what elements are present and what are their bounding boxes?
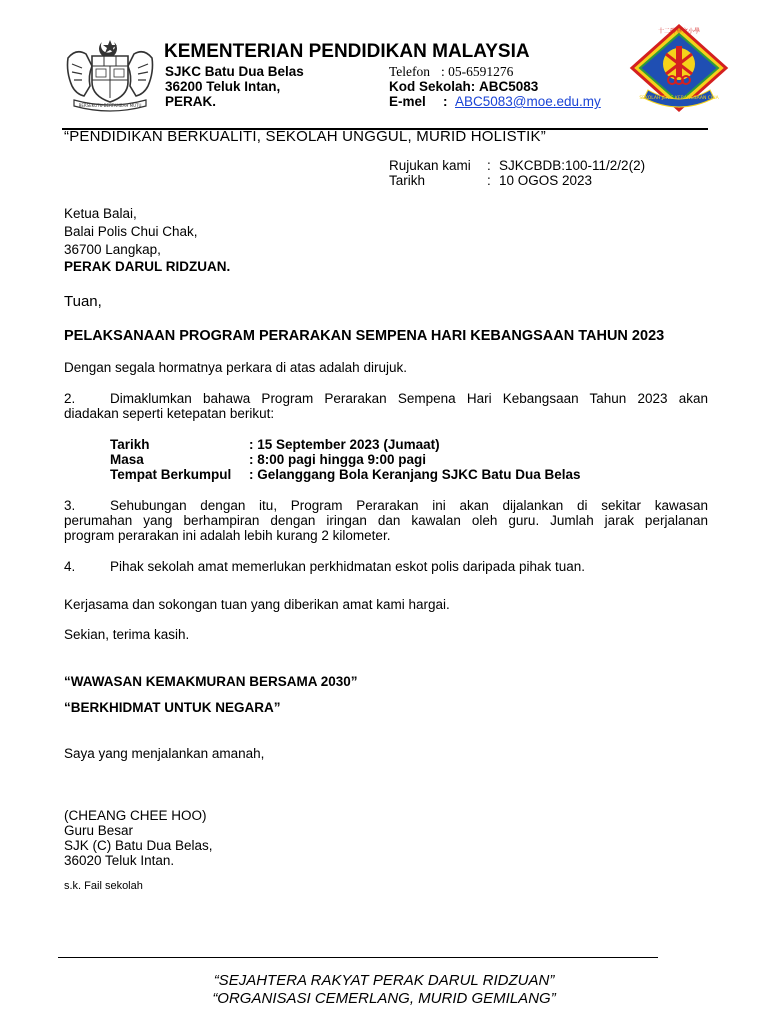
ministry-title: KEMENTERIAN PENDIDIKAN MALAYSIA xyxy=(164,41,530,62)
paragraph-2-first-line: Dimaklumkan bahawa Program Perarakan Sempena Hari Kebangsaan Tahun 2023 akan xyxy=(110,391,708,406)
paragraph-3-line-2: perumahan yang berhampiran dengan iringan dan kawalan oleh guru. Jumlah jarak perjalanan xyxy=(64,513,708,528)
trust-line: Saya yang menjalankan amanah, xyxy=(64,746,265,761)
phone-label: Telefon xyxy=(389,64,431,79)
reference-row xyxy=(389,158,645,173)
phone-value: : 05-6591276 xyxy=(441,64,514,79)
recipient-line-3: 36700 Langkap, xyxy=(64,242,161,257)
closing-thanks: Kerjasama dan sokongan tuan yang diberikan amat kami hargai. xyxy=(64,597,450,612)
detail-venue-value: : Gelanggang Bola Keranjang SJKC Batu Dua Belas xyxy=(249,467,581,482)
school-logo-icon xyxy=(626,24,732,114)
signatory-school: SJK (C) Batu Dua Belas, xyxy=(64,838,213,853)
reference-separator: : xyxy=(487,158,491,173)
recipient-line-4: PERAK DARUL RIDZUAN. xyxy=(64,259,231,274)
svg-text:十二碑華文小學: 十二碑華文小學 xyxy=(657,28,701,35)
paragraph-2-rest: diadakan seperti ketepatan berikut: xyxy=(64,406,275,421)
svg-text:SEKOLAH JENIS KEBANGSAAN CINA: SEKOLAH JENIS KEBANGSAAN CINA xyxy=(639,96,719,101)
email-separator: : xyxy=(443,94,448,109)
school-name: SJKC Batu Dua Belas xyxy=(165,64,304,79)
signatory-title: Guru Besar xyxy=(64,823,134,838)
recipient-line-1: Ketua Balai, xyxy=(64,206,137,221)
reference-value: SJKCBDB:100-11/2/2(2) xyxy=(499,158,646,173)
footer-line-2: “ORGANISASI CEMERLANG, MURID GEMILANG” xyxy=(212,990,556,1007)
paragraph-4-text: Pihak sekolah amat memerlukan perkhidmatan eskot polis daripada pihak tuan. xyxy=(110,559,586,574)
date-label: Tarikh xyxy=(389,173,426,188)
email-row xyxy=(389,94,601,109)
detail-venue-label: Tempat Berkumpul xyxy=(110,467,232,482)
footer-divider xyxy=(58,957,658,958)
salutation: Tuan, xyxy=(64,293,102,310)
closing-sign-off: Sekian, terima kasih. xyxy=(64,627,190,642)
date-separator: : xyxy=(487,173,491,188)
date-value: 10 OGOS 2023 xyxy=(499,173,593,188)
paragraph-3-line-3: program perarakan ini adalah lebih kurang 2 kilometer. xyxy=(64,528,391,543)
malaysia-coat-of-arms-icon xyxy=(62,38,158,112)
detail-time-label: Masa xyxy=(110,452,144,467)
paragraph-2-number: 2. xyxy=(64,391,76,406)
school-motto: “PENDIDIKAN BERKUALITI, SEKOLAH UNGGUL, MURID HOLISTIK” xyxy=(64,128,546,145)
detail-date-label: Tarikh xyxy=(110,437,150,452)
letter-subject: PELAKSANAAN PROGRAM PERARAKAN SEMPENA HARI KEBANGSAAN TAHUN 2023 xyxy=(64,328,665,344)
school-code-row xyxy=(389,79,538,94)
email-link[interactable]: ABC5083@moe.edu.my xyxy=(455,94,601,109)
paragraph-3-number: 3. xyxy=(64,498,76,513)
school-code-value: ABC5083 xyxy=(479,79,539,94)
carbon-copy: s.k. Fail sekolah xyxy=(64,880,143,892)
svg-text:BERSEKUTU BERTAMBAH MUTU: BERSEKUTU BERTAMBAH MUTU xyxy=(78,103,142,108)
paragraph-3-line-1: Sehubungan dengan itu, Program Perarakan ini akan dijalankan di sekitar kawasan xyxy=(110,498,708,513)
signatory-address: 36020 Teluk Intan. xyxy=(64,853,175,868)
phone-row xyxy=(389,64,513,80)
email-label: E-mel xyxy=(389,94,426,109)
reference-label: Rujukan kami xyxy=(389,158,471,173)
opening-line: Dengan segala hormatnya perkara di atas adalah dirujuk. xyxy=(64,360,407,375)
school-address: 36200 Teluk Intan, xyxy=(165,79,281,94)
paragraph-4-number: 4. xyxy=(64,559,76,574)
school-state: PERAK. xyxy=(165,94,217,109)
detail-time-value: : 8:00 pagi hingga 9:00 pagi xyxy=(249,452,427,467)
date-row xyxy=(389,173,592,188)
signatory-name: (CHEANG CHEE HOO) xyxy=(64,808,207,823)
footer-line-1: “SEJAHTERA RAKYAT PERAK DARUL RIDZUAN” xyxy=(213,972,555,989)
slogan-berkhidmat: “BERKHIDMAT UNTUK NEGARA” xyxy=(64,700,281,715)
recipient-line-2: Balai Polis Chui Chak, xyxy=(64,224,198,239)
slogan-wawasan: “WAWASAN KEMAKMURAN BERSAMA 2030” xyxy=(64,674,358,689)
detail-date-value: : 15 September 2023 (Jumaat) xyxy=(249,437,440,452)
school-code-label: Kod Sekolah: xyxy=(389,79,476,94)
